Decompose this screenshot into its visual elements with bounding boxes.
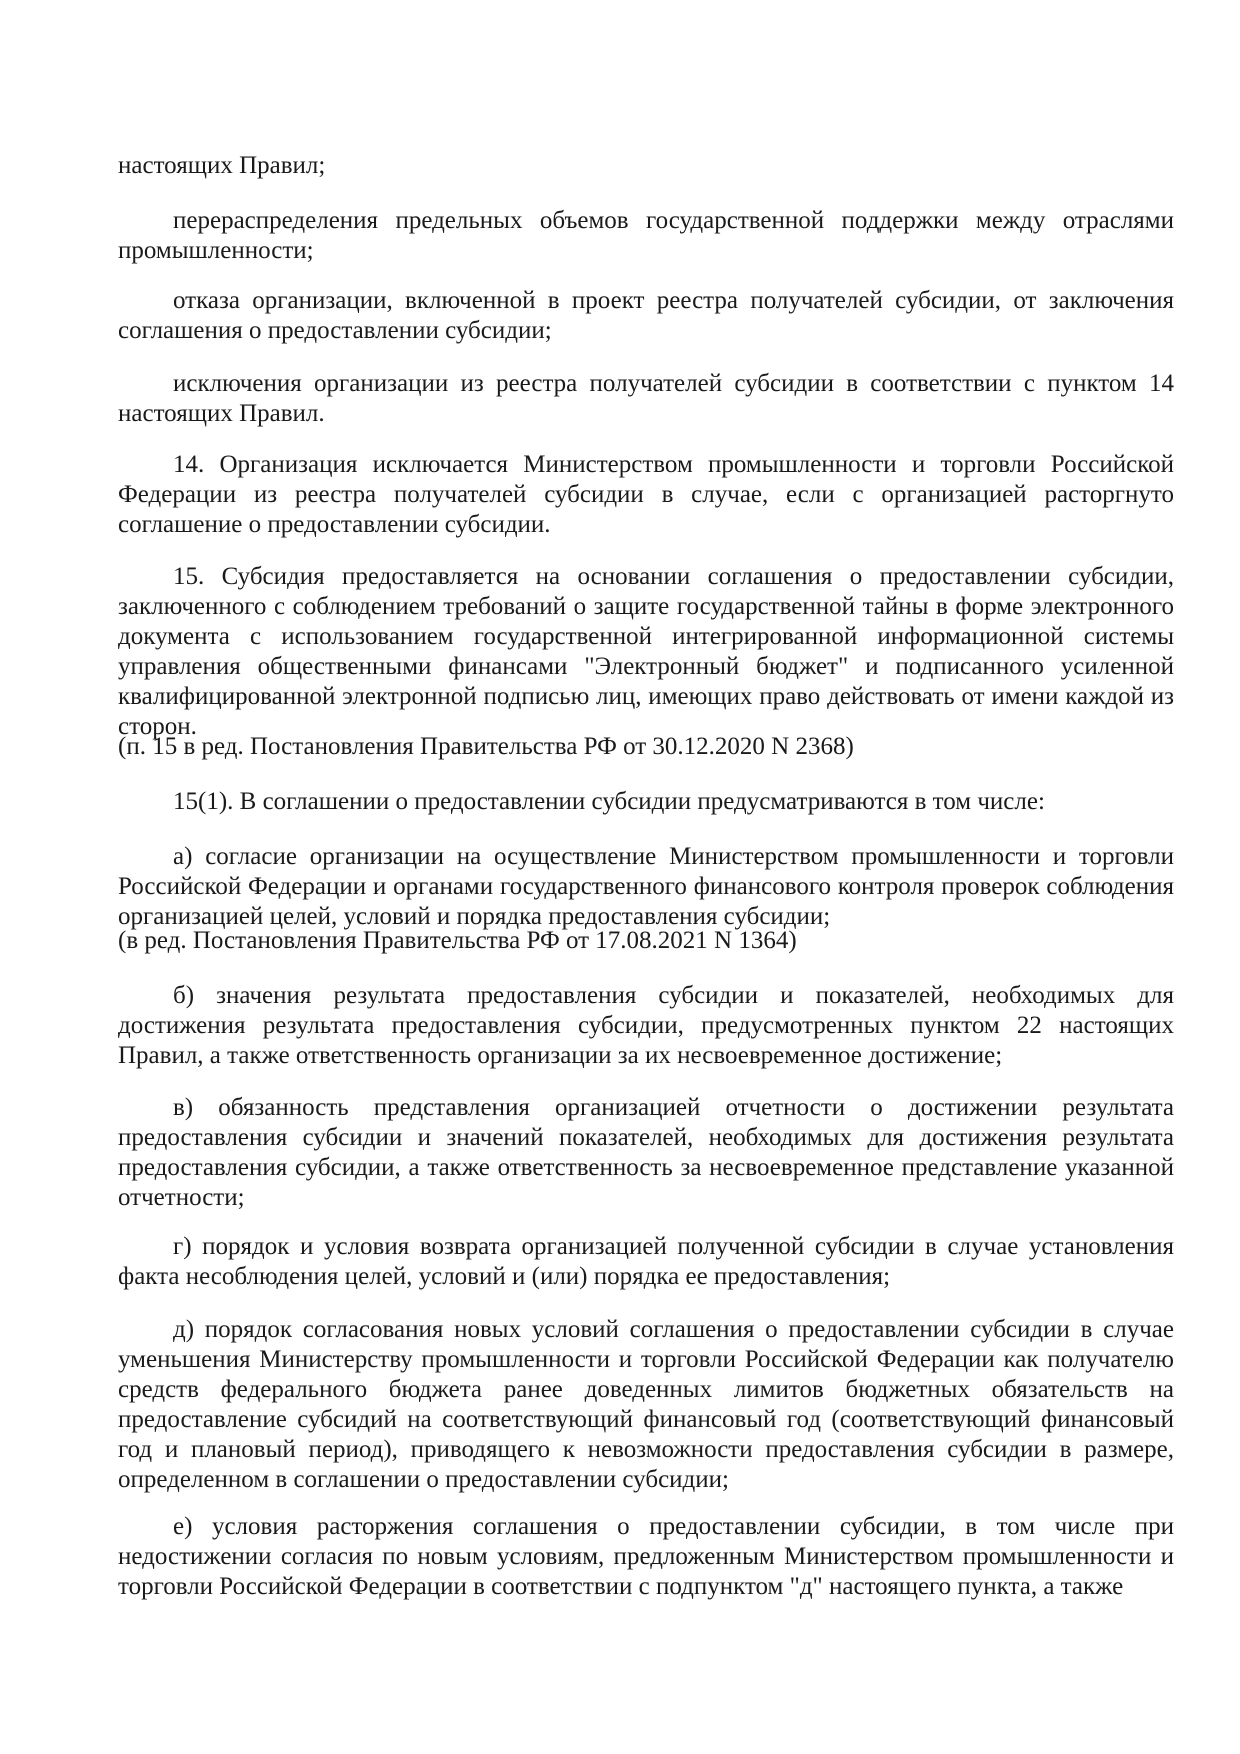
subitem-e: е) условия расторжения соглашения о предоставлении субсидии, в том числе при недостижении согласия по новым условиям, предложенным Министерством промышленности и торговли Российской Федерации в соответствии с подпунктом "д" настоящего пункта, а также [118,1513,1174,1600]
subitem-g: г) порядок и условия возврата организацией полученной субсидии в случае установления факта несоблюдения целей, условий и (или) порядка ее предоставления; [118,1233,1174,1290]
subitem-v: в) обязанность представления организацией отчетности о достижении результата предоставления субсидии и значений показателей, необходимых для достижения результата предоставления субсидии, а также ответственность за несвоевременное представление указанной отчетности; [118,1094,1174,1211]
amendment-note-15: (п. 15 в ред. Постановления Правительства РФ от 30.12.2020 N 2368) [118,733,854,760]
paragraph-15-1: 15(1). В соглашении о предоставлении субсидии предусматриваются в том числе: [173,788,1045,815]
paragraph-14: 14. Организация исключается Министерством промышленности и торговли Российской Федерации из реестра получателей субсидии в случае, если с организацией расторгнуто соглашение о предоставлении субсидии. [118,451,1174,538]
paragraph-continuation: настоящих Правил; [118,152,326,179]
paragraph-refusal: отказа организации, включенной в проект реестра получателей субсидии, от заключения соглашения о предоставлении субсидии; [118,287,1174,344]
amendment-note-a: (в ред. Постановления Правительства РФ от 17.08.2021 N 1364) [118,927,797,954]
subitem-a: а) согласие организации на осуществление Министерством промышленности и торговли Российской Федерации и органами государственного финансового контроля проверок соблюдения организацией целей, условий и порядка предоставления субсидии; [118,843,1174,930]
subitem-d: д) порядок согласования новых условий соглашения о предоставлении субсидии в случае уменьшения Министерству промышленности и торговли Российской Федерации как получателю средств федерального бюджета ранее доведенных лимитов бюджетных обязательств на предоставление субсидий на соответствующий финансовый год (соответствующий финансовый год и плановый период), приводящего к невозможности предоставления субсидии в размере, определенном в соглашении о предоставлении субсидии; [118,1316,1174,1493]
paragraph-redistribution: перераспределения предельных объемов государственной поддержки между отраслями промышленности; [118,207,1174,264]
paragraph-15: 15. Субсидия предоставляется на основании соглашения о предоставлении субсидии, заключенного с соблюдением требований о защите государственной тайны в форме электронного документа с использованием государственной интегрированной информационной системы управления общественными финансами "Электронный бюджет" и подписанного усиленной квалифицированной электронной подписью лиц, имеющих право действовать от имени каждой из сторон. [118,563,1174,740]
subitem-b: б) значения результата предоставления субсидии и показателей, необходимых для достижения результата предоставления субсидии, предусмотренных пунктом 22 настоящих Правил, а также ответственность организации за их несвоевременное достижение; [118,982,1174,1069]
paragraph-exclusion: исключения организации из реестра получателей субсидии в соответствии с пунктом 14 настоящих Правил. [118,370,1174,427]
